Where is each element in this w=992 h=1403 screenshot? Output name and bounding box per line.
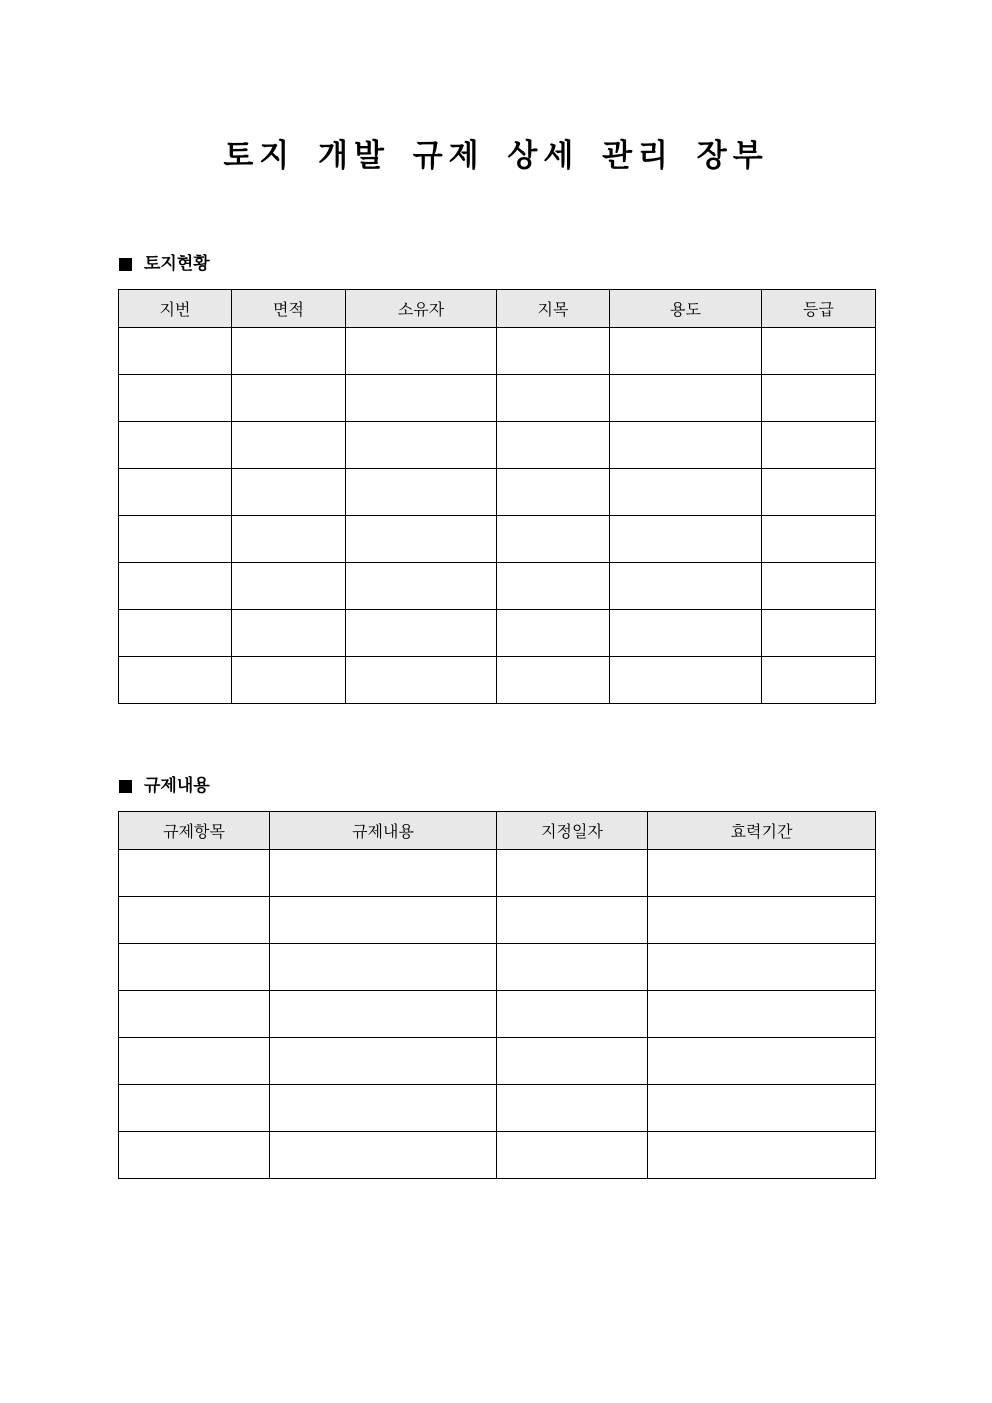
table-cell[interactable] <box>762 375 876 422</box>
table-cell[interactable] <box>497 328 610 375</box>
table-cell[interactable] <box>232 516 346 563</box>
table-cell[interactable] <box>346 657 497 704</box>
square-bullet-icon <box>119 780 132 793</box>
column-header-regulation-content: 규제내용 <box>270 812 497 850</box>
section-heading-regulation <box>119 774 210 798</box>
table-cell[interactable] <box>119 469 232 516</box>
table-cell[interactable] <box>762 469 876 516</box>
table-row <box>119 1038 876 1085</box>
table-row <box>119 1132 876 1179</box>
table-row <box>119 469 876 516</box>
table-cell[interactable] <box>497 944 648 991</box>
table-cell[interactable] <box>648 991 876 1038</box>
section-heading-label: 규제내용 <box>144 776 210 796</box>
table-cell[interactable] <box>119 375 232 422</box>
table-cell[interactable] <box>346 516 497 563</box>
table-cell[interactable] <box>119 657 232 704</box>
table-cell[interactable] <box>119 991 270 1038</box>
table-row <box>119 328 876 375</box>
table-row <box>119 375 876 422</box>
table-row <box>119 850 876 897</box>
column-header-area: 면적 <box>232 290 346 328</box>
table-header-row <box>119 812 876 850</box>
table-cell[interactable] <box>497 850 648 897</box>
table-cell[interactable] <box>119 1038 270 1085</box>
table-cell[interactable] <box>497 1085 648 1132</box>
table-cell[interactable] <box>232 469 346 516</box>
table-row <box>119 897 876 944</box>
table-cell[interactable] <box>270 991 497 1038</box>
table-cell[interactable] <box>232 610 346 657</box>
table-cell[interactable] <box>232 422 346 469</box>
table-cell[interactable] <box>762 328 876 375</box>
column-header-lot-number: 지번 <box>119 290 232 328</box>
table-cell[interactable] <box>119 850 270 897</box>
table-cell[interactable] <box>610 516 762 563</box>
table-cell[interactable] <box>497 610 610 657</box>
regulation-table <box>118 811 876 1179</box>
table-cell[interactable] <box>497 1038 648 1085</box>
table-cell[interactable] <box>119 1085 270 1132</box>
table-cell[interactable] <box>610 375 762 422</box>
column-header-land-category: 지목 <box>497 290 610 328</box>
table-cell[interactable] <box>270 850 497 897</box>
table-header-row <box>119 290 876 328</box>
table-cell[interactable] <box>497 657 610 704</box>
table-cell[interactable] <box>119 422 232 469</box>
table-cell[interactable] <box>346 610 497 657</box>
table-cell[interactable] <box>648 850 876 897</box>
table-cell[interactable] <box>346 563 497 610</box>
column-header-owner: 소유자 <box>346 290 497 328</box>
table-cell[interactable] <box>762 610 876 657</box>
document-title: 토지 개발 규제 상세 관리 장부 <box>223 138 769 174</box>
table-cell[interactable] <box>346 422 497 469</box>
table-cell[interactable] <box>610 610 762 657</box>
table-cell[interactable] <box>762 422 876 469</box>
table-cell[interactable] <box>762 563 876 610</box>
table-cell[interactable] <box>232 375 346 422</box>
table-cell[interactable] <box>119 944 270 991</box>
table-cell[interactable] <box>270 944 497 991</box>
table-row <box>119 657 876 704</box>
table-row <box>119 1085 876 1132</box>
table-row <box>119 944 876 991</box>
table-cell[interactable] <box>497 516 610 563</box>
table-cell[interactable] <box>648 1132 876 1179</box>
table-cell[interactable] <box>648 944 876 991</box>
table-cell[interactable] <box>270 897 497 944</box>
table-cell[interactable] <box>270 1132 497 1179</box>
column-header-usage: 용도 <box>610 290 762 328</box>
table-cell[interactable] <box>232 563 346 610</box>
table-row <box>119 516 876 563</box>
table-cell[interactable] <box>232 328 346 375</box>
table-cell[interactable] <box>610 657 762 704</box>
table-cell[interactable] <box>119 610 232 657</box>
table-cell[interactable] <box>497 1132 648 1179</box>
column-header-regulation-item: 규제항목 <box>119 812 270 850</box>
table-cell[interactable] <box>346 328 497 375</box>
column-header-grade: 등급 <box>762 290 876 328</box>
table-cell[interactable] <box>610 469 762 516</box>
table-cell[interactable] <box>610 422 762 469</box>
table-cell[interactable] <box>232 657 346 704</box>
square-bullet-icon <box>119 258 132 271</box>
table-cell[interactable] <box>497 897 648 944</box>
table-cell[interactable] <box>270 1038 497 1085</box>
section-heading-land-status <box>119 252 210 276</box>
table-cell[interactable] <box>762 516 876 563</box>
section-heading-label: 토지현황 <box>144 254 210 274</box>
table-cell[interactable] <box>648 1038 876 1085</box>
table-cell[interactable] <box>648 897 876 944</box>
table-cell[interactable] <box>497 563 610 610</box>
table-cell[interactable] <box>119 328 232 375</box>
table-row <box>119 610 876 657</box>
table-cell[interactable] <box>346 469 497 516</box>
table-cell[interactable] <box>762 657 876 704</box>
table-row <box>119 563 876 610</box>
table-cell[interactable] <box>497 375 610 422</box>
table-cell[interactable] <box>497 469 610 516</box>
table-cell[interactable] <box>270 1085 497 1132</box>
table-cell[interactable] <box>119 563 232 610</box>
table-cell[interactable] <box>610 563 762 610</box>
table-cell[interactable] <box>119 1132 270 1179</box>
column-header-designation-date: 지정일자 <box>497 812 648 850</box>
table-cell[interactable] <box>497 422 610 469</box>
table-cell[interactable] <box>346 375 497 422</box>
table-cell[interactable] <box>610 328 762 375</box>
table-cell[interactable] <box>119 897 270 944</box>
land-status-table <box>118 289 876 704</box>
table-row <box>119 991 876 1038</box>
table-cell[interactable] <box>119 516 232 563</box>
table-cell[interactable] <box>497 991 648 1038</box>
table-cell[interactable] <box>648 1085 876 1132</box>
column-header-validity-period: 효력기간 <box>648 812 876 850</box>
table-row <box>119 422 876 469</box>
